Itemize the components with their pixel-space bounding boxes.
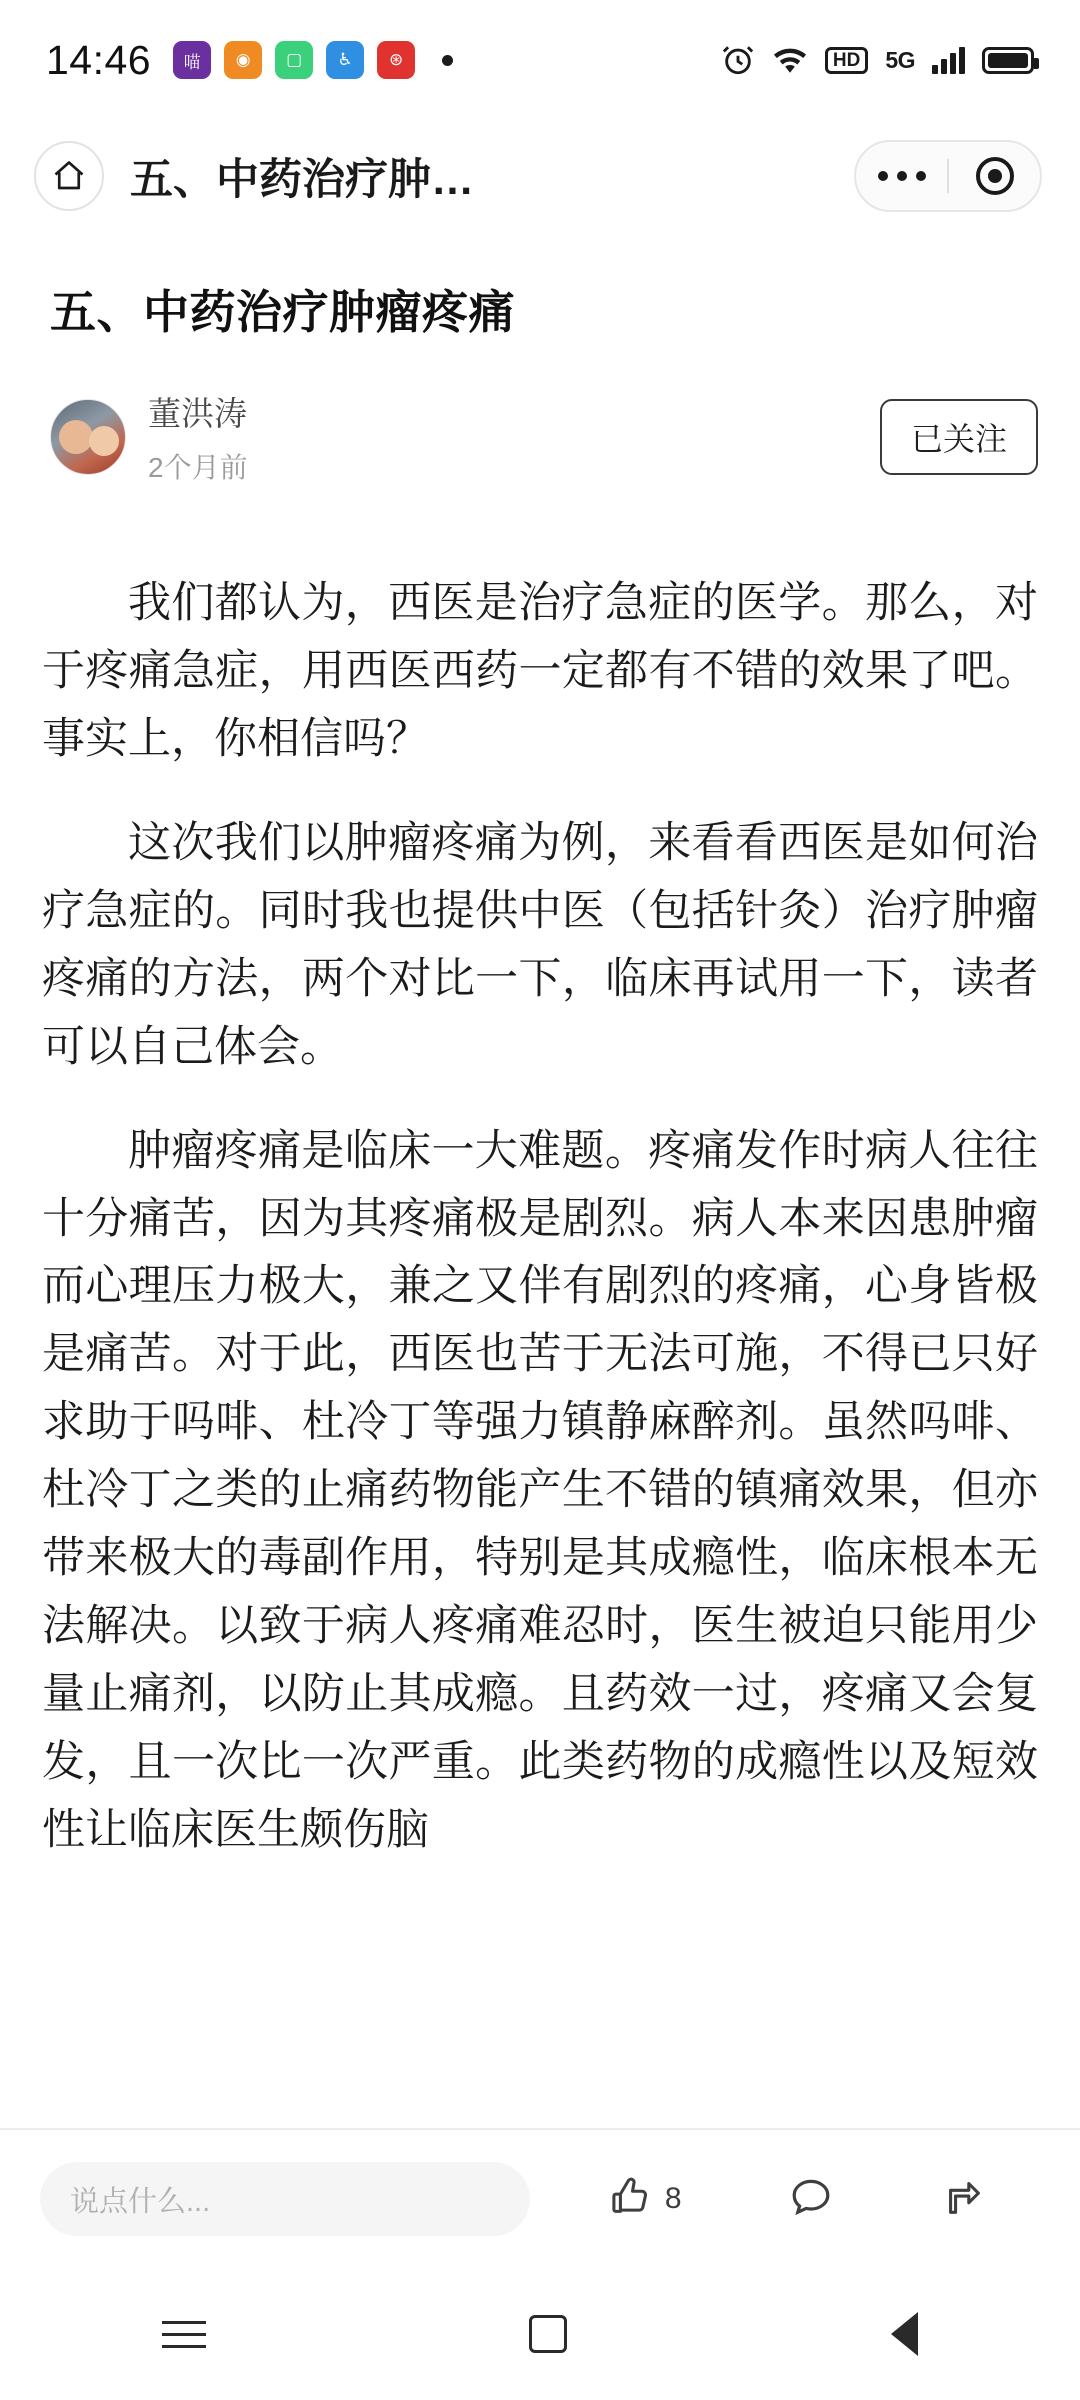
comment-button[interactable] (787, 2173, 835, 2226)
article-paragraph: 我们都认为，西医是治疗急症的医学。那么，对于疼痛急症，用西医西药一定都有不错的效果了吧。事实上，你相信吗？ (42, 579, 1038, 763)
notification-badge-red-icon: ⊛ (377, 41, 415, 79)
hd-icon: HD (825, 47, 868, 74)
avatar[interactable] (50, 399, 126, 475)
article-paragraph: 这次我们以肿瘤疼痛为例，来看看西医是如何治疗急症的。同时我也提供中医（包括针灸）治疗肿瘤疼痛的方法，两个对比一下，临床再试用一下，读者可以自己体会。 (42, 818, 1038, 1071)
android-nav-bar (0, 2268, 1080, 2400)
like-button[interactable] (607, 2174, 682, 2225)
capsule-menu[interactable] (854, 140, 1042, 212)
network-type-label: 5G (885, 46, 915, 73)
article-title: 五、中药治疗肿瘤疼痛 (50, 286, 515, 338)
notification-badge-blue-icon: ♿ (326, 41, 364, 79)
bottom-action-bar (0, 2128, 1080, 2268)
bottom-actions (530, 2173, 1040, 2226)
notification-badge-orange-icon: ◉ (224, 41, 262, 79)
article-paragraph: 肿瘤疼痛是临床一大难题。疼痛发作时病人往往十分痛苦，因为其疼痛极是剧烈。病人本来因患肿瘤而心理压力极大，兼之又伴有剧烈的疼痛，心身皆极是痛苦。对于此，西医也苦于无法可施，不得已只好求助于吗啡、杜冷丁等强力镇静麻醉剂。虽然吗啡、杜冷丁之类的止痛药物能产生不错的镇痛效果，但亦带来极大的毒副作用，特别是其成瘾性，临床根本无法解决。以致于病人疼痛难忍时，医生被迫只能用少量止痛剂，以防止其成瘾。且药效一过，疼痛又会复发，且一次比一次严重。此类药物的成瘾性以及短效性让临床医生颇伤脑 (42, 1126, 1038, 1854)
status-bar (0, 0, 1080, 120)
article-body (42, 570, 1038, 1865)
share-icon[interactable] (941, 2174, 987, 2225)
wifi-icon (772, 45, 808, 75)
comment-bubble-icon[interactable] (787, 2173, 835, 2226)
battery-icon (982, 47, 1034, 74)
share-button[interactable] (941, 2174, 987, 2225)
follow-button[interactable]: 已关注 (880, 399, 1038, 475)
author-name[interactable]: 董洪涛 (148, 395, 247, 432)
page-title: 五、中药治疗肿… (130, 155, 474, 204)
thumbs-up-icon[interactable] (607, 2174, 653, 2225)
back-triangle-icon[interactable] (891, 2312, 918, 2356)
status-time: 14:46 (46, 36, 152, 83)
more-dots-icon[interactable] (856, 171, 947, 181)
like-count: 8 (664, 2182, 682, 2215)
comment-input[interactable]: 说点什么... (40, 2162, 530, 2236)
alarm-icon (721, 43, 755, 77)
target-icon[interactable] (949, 157, 1040, 195)
recents-icon[interactable] (162, 2321, 206, 2348)
notification-badge-green-icon: ▢ (275, 41, 313, 79)
status-system-icons (721, 43, 1034, 77)
author-row (42, 388, 1038, 486)
home-button[interactable] (34, 141, 104, 211)
notification-overflow-dot-icon (442, 55, 453, 66)
publish-date: 2个月前 (148, 452, 248, 483)
signal-bars-icon (932, 46, 965, 74)
notification-badge-purple-icon: 喵 (173, 41, 211, 79)
home-square-icon[interactable] (529, 2315, 567, 2353)
article-content (0, 232, 1080, 2128)
status-notification-icons (173, 41, 453, 79)
author-meta (148, 388, 880, 486)
mini-program-top-bar (0, 120, 1080, 232)
